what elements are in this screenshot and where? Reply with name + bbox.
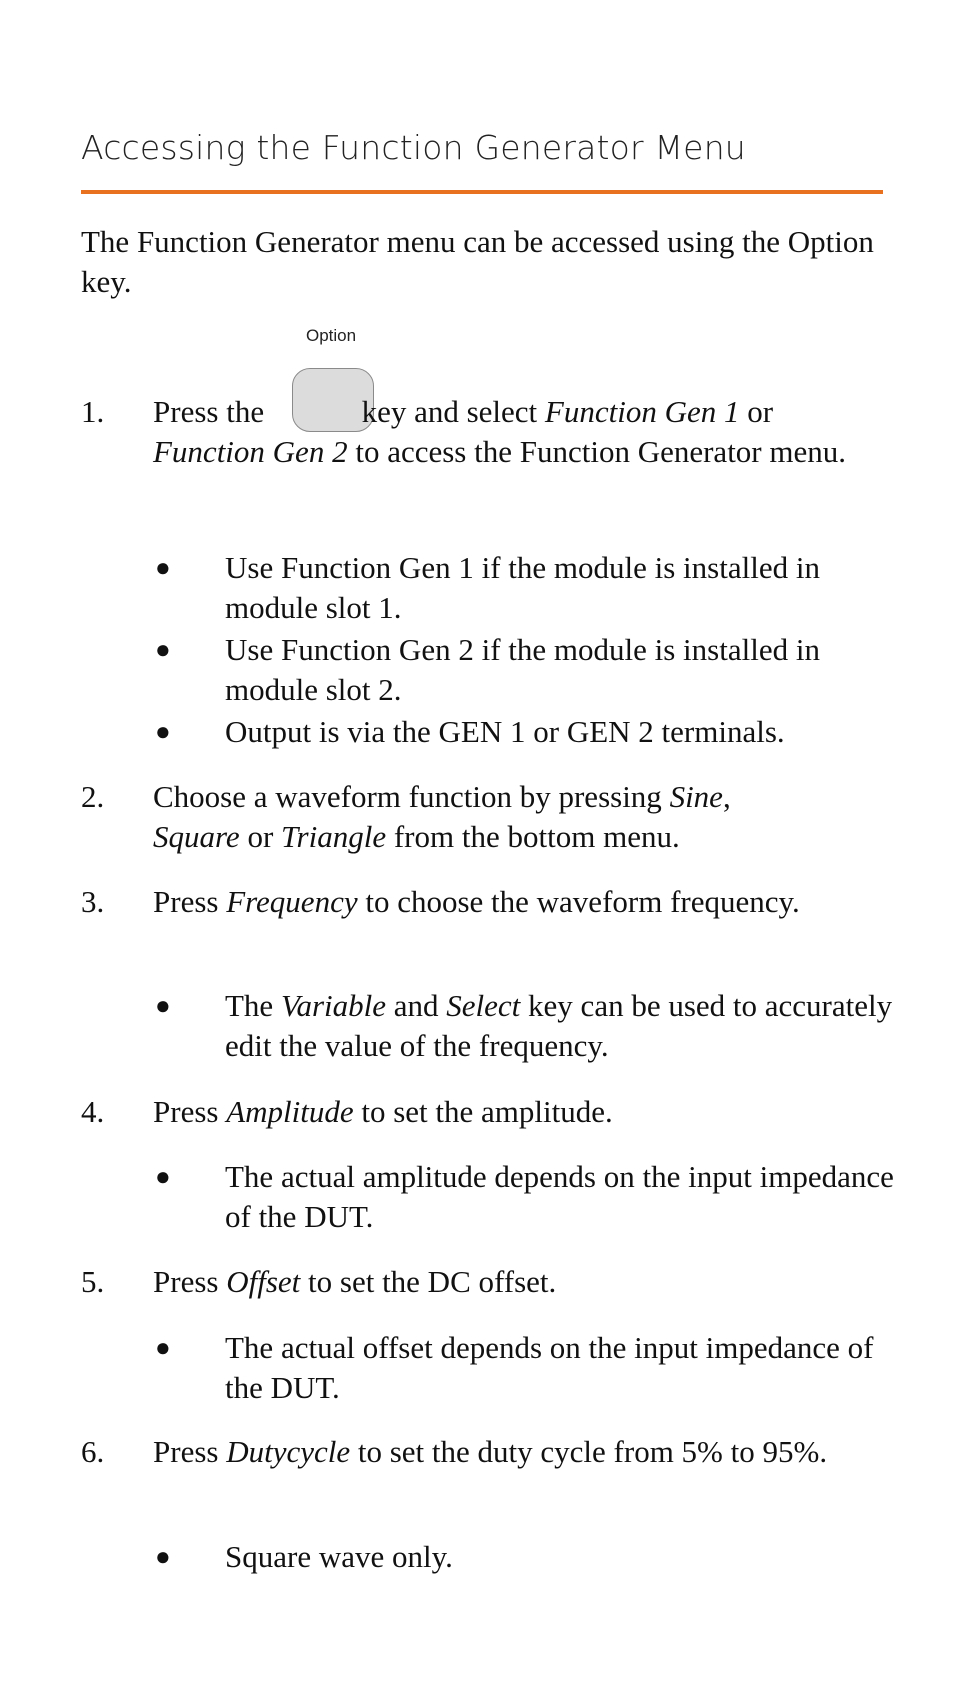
- bullet-item: [151, 1328, 911, 1408]
- step-text: [153, 882, 893, 922]
- step-text-part: or: [247, 819, 274, 854]
- step-5: [81, 1262, 911, 1302]
- heading-rule: [81, 190, 883, 194]
- step-text-part: Press: [153, 1264, 219, 1299]
- intro-paragraph: The Function Generator menu can be accessed using the Option key.: [81, 224, 874, 299]
- step-text-part: to set the amplitude.: [361, 1094, 613, 1129]
- step-number: 4.: [81, 1094, 105, 1129]
- bullet-item: [151, 712, 911, 752]
- step-number: 3.: [81, 884, 105, 919]
- step-1: [81, 392, 911, 472]
- step-number: 5.: [81, 1264, 105, 1299]
- step-text-part: or: [747, 394, 774, 429]
- option-key-label: Option: [306, 326, 357, 345]
- section-heading: Accessing the Function Generator Menu: [81, 128, 746, 167]
- key-name: Select: [446, 988, 521, 1023]
- bullet-icon: ●: [155, 553, 171, 582]
- bullet-text-part: key can be used to accurately edit the value of the frequency.: [225, 988, 893, 1063]
- bullet-text: The actual offset depends on the input impedance of the DUT.: [225, 1330, 874, 1405]
- step-text: [153, 1262, 893, 1302]
- menu-item-name: Function Gen 1: [544, 394, 740, 429]
- step-text-part: Press the: [153, 394, 265, 429]
- bullet-text: The actual amplitude depends on the input impedance of the DUT.: [225, 1159, 894, 1234]
- step-text-part: ,: [722, 779, 731, 814]
- step-text: [153, 777, 893, 857]
- bullet-item: [151, 1157, 911, 1237]
- step-text-part: from the bottom menu.: [393, 819, 680, 854]
- menu-item-name: Sine: [669, 779, 723, 814]
- bullet-text: Square wave only.: [225, 1539, 453, 1574]
- step-6: [81, 1432, 911, 1472]
- step-text-part: Press: [153, 884, 219, 919]
- step-number: 2.: [81, 779, 105, 814]
- step-text: [153, 1092, 893, 1132]
- bullet-text: [225, 986, 905, 1066]
- bullet-icon: ●: [155, 635, 171, 664]
- step-3: [81, 882, 911, 922]
- bullet-text-part: The: [225, 988, 274, 1023]
- bullet-item: [151, 986, 911, 1066]
- bullet-text: Use Function Gen 1 if the module is installed in module slot 1.: [225, 550, 820, 625]
- bullet-text: Output is via the GEN 1 or GEN 2 terminals.: [225, 714, 785, 749]
- bullet-item: [151, 1537, 911, 1577]
- menu-item-name: Square: [153, 819, 240, 854]
- step-2: [81, 777, 911, 857]
- step-text-part: to set the DC offset.: [308, 1264, 557, 1299]
- step-4: [81, 1092, 911, 1132]
- option-key-placeholder: [272, 421, 354, 422]
- step-text-part: to access the Function Generator menu.: [355, 434, 846, 469]
- bullet-icon: ●: [155, 1162, 171, 1191]
- step-text-part: Press: [153, 1434, 219, 1469]
- menu-item-name: Frequency: [226, 884, 358, 919]
- step-number: 6.: [81, 1434, 105, 1469]
- key-name: Variable: [280, 988, 387, 1023]
- step-text: [153, 392, 893, 472]
- step-text-part: to choose the waveform frequency.: [365, 884, 800, 919]
- bullet-icon: ●: [155, 991, 171, 1020]
- step-text-part: Choose a waveform function by pressing: [153, 779, 662, 814]
- bullet-item: [151, 630, 911, 710]
- step-text-part: to set the duty cycle from 5% to 95%.: [357, 1434, 828, 1469]
- step-text: [153, 1432, 893, 1472]
- menu-item-name: Triangle: [281, 819, 387, 854]
- menu-item-name: Offset: [226, 1264, 301, 1299]
- bullet-icon: ●: [155, 1333, 171, 1362]
- menu-item-name: Amplitude: [226, 1094, 354, 1129]
- bullet-icon: ●: [155, 717, 171, 746]
- step-text-part: Press: [153, 1094, 219, 1129]
- bullet-icon: ●: [155, 1542, 171, 1571]
- step-text-part: key and select: [361, 394, 538, 429]
- bullet-text: Use Function Gen 2 if the module is installed in module slot 2.: [225, 632, 820, 707]
- bullet-text-part: and: [393, 988, 439, 1023]
- bullet-item: [151, 548, 911, 628]
- step-number: 1.: [81, 394, 105, 429]
- menu-item-name: Dutycycle: [226, 1434, 351, 1469]
- menu-item-name: Function Gen 2: [153, 434, 348, 469]
